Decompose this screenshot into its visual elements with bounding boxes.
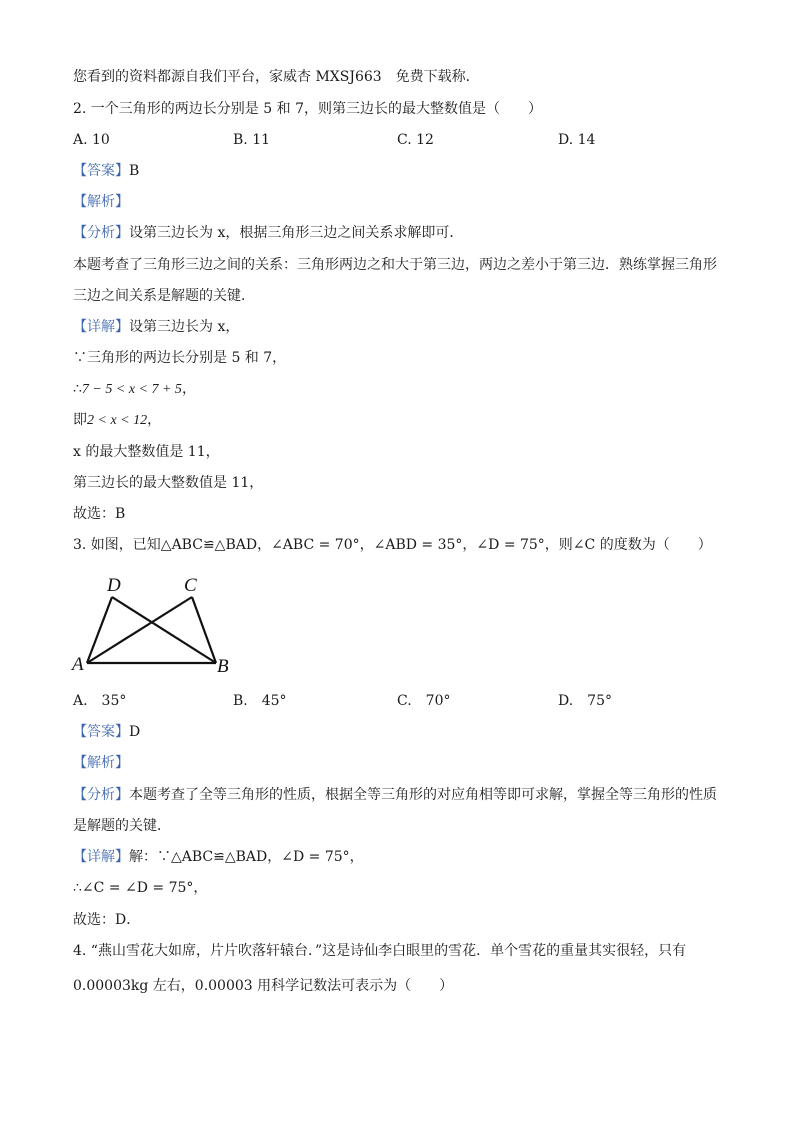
- q3-fenxi-tag: 【分析】: [73, 787, 129, 803]
- q2-option-b: B. 11: [233, 132, 271, 148]
- q3-detail-text: 解：∵△ABC≌△BAD，∠D = 75°，: [129, 849, 364, 865]
- q2-answer: [73, 161, 139, 181]
- q2-option-c: C. 12: [397, 132, 434, 148]
- q3-choice: 故选：D．: [73, 912, 141, 928]
- q2-step4: x 的最大整数值是 11，: [73, 444, 220, 460]
- header-note: 您看到的资料都源自我们平台，家威杏 MXSJ663 免费下载称．: [73, 69, 480, 85]
- q2-step1: ∵三角形的两边长分别是 5 和 7，: [73, 350, 287, 366]
- q4-stem-line2: 0.00003kg 左右，0.00003 用科学记数法可表示为（ ）: [73, 978, 454, 994]
- segment-bd: [112, 597, 216, 663]
- q2-stem: 2. 一个三角形的两边长分别是 5 和 7，则第三边长的最大整数值是（ ）: [73, 101, 542, 117]
- q3-fenxi: [73, 785, 717, 805]
- q3-answer: [73, 722, 140, 742]
- q3-fenxi-line1: 本题考查了全等三角形的性质，根据全等三角形的对应角相等即可求解，掌握全等三角形的性质: [129, 787, 717, 803]
- q2-step3-math: 2 < x < 12: [87, 413, 148, 428]
- label-a: A: [72, 654, 84, 675]
- q3-analysis-tag: 【解析】: [73, 755, 129, 771]
- q3-option-d: D. 75°: [558, 693, 612, 709]
- q2-summary-line1: 本题考查了三角形三边之间的关系：三角形两边之和大于第三边，两边之差小于第三边．熟练掌握三角形: [73, 257, 717, 273]
- q3-detail: [73, 847, 364, 867]
- segment-bc: [192, 597, 216, 663]
- q2-detail-tag: 【详解】: [73, 319, 129, 335]
- triangle-figure: [70, 570, 240, 680]
- q2-step2-math: 7 − 5 < x < 7 + 5: [81, 382, 182, 397]
- q3-option-b: B. 45°: [233, 693, 287, 709]
- q3-option-a: A. 35°: [73, 693, 127, 709]
- q2-answer-value: B: [129, 163, 140, 179]
- q2-fenxi-text: 设第三边长为 x，根据三角形三边之间关系求解即可．: [129, 225, 464, 241]
- q3-detail-tag: 【详解】: [73, 849, 129, 865]
- q2-analysis-tag: 【解析】: [73, 194, 129, 210]
- q3-answer-value: D: [129, 724, 141, 740]
- q2-step5: 第三边长的最大整数值是 11，: [73, 475, 264, 491]
- label-b: B: [217, 656, 229, 677]
- q2-summary-line2: 三边之间关系是解题的关键．: [73, 288, 255, 304]
- q2-step3-prefix: 即: [73, 412, 87, 428]
- q2-step2-prefix: ∴: [73, 381, 82, 397]
- q3-answer-tag: 【答案】: [73, 724, 129, 740]
- q2-fenxi: [73, 223, 463, 243]
- q3-stem: 3. 如图，已知△ABC≌△BAD，∠ABC = 70°，∠ABD = 35°，∠D = 75°，则∠C 的度数为（ ）: [73, 537, 712, 553]
- label-d: D: [107, 575, 121, 596]
- q2-step3-suffix: ，: [147, 412, 162, 428]
- q2-choice: 故选：B: [73, 506, 126, 522]
- q2-option-a: A. 10: [73, 132, 110, 148]
- q2-detail-text: 设第三边长为 x，: [129, 319, 240, 335]
- q4-stem-line1: 4. “燕山雪花大如席，片片吹落轩辕台．”这是诗仙李白眼里的雪花．单个雪花的重量其实很轻，只有: [73, 943, 687, 959]
- label-c: C: [184, 575, 197, 596]
- q2-step2: [73, 379, 196, 400]
- q3-step1: ∴∠C = ∠D = 75°，: [73, 880, 208, 896]
- q2-detail: [73, 317, 239, 337]
- q2-step3: [73, 410, 161, 431]
- segment-ac: [87, 597, 192, 663]
- segment-ad: [87, 597, 112, 663]
- q3-option-c: C. 70°: [397, 693, 451, 709]
- q3-fenxi-line2: 是解题的关键．: [73, 818, 171, 834]
- q2-answer-tag: 【答案】: [73, 163, 129, 179]
- q2-option-d: D. 14: [558, 132, 596, 148]
- q2-fenxi-tag: 【分析】: [73, 225, 129, 241]
- q2-step2-suffix: ，: [181, 381, 196, 397]
